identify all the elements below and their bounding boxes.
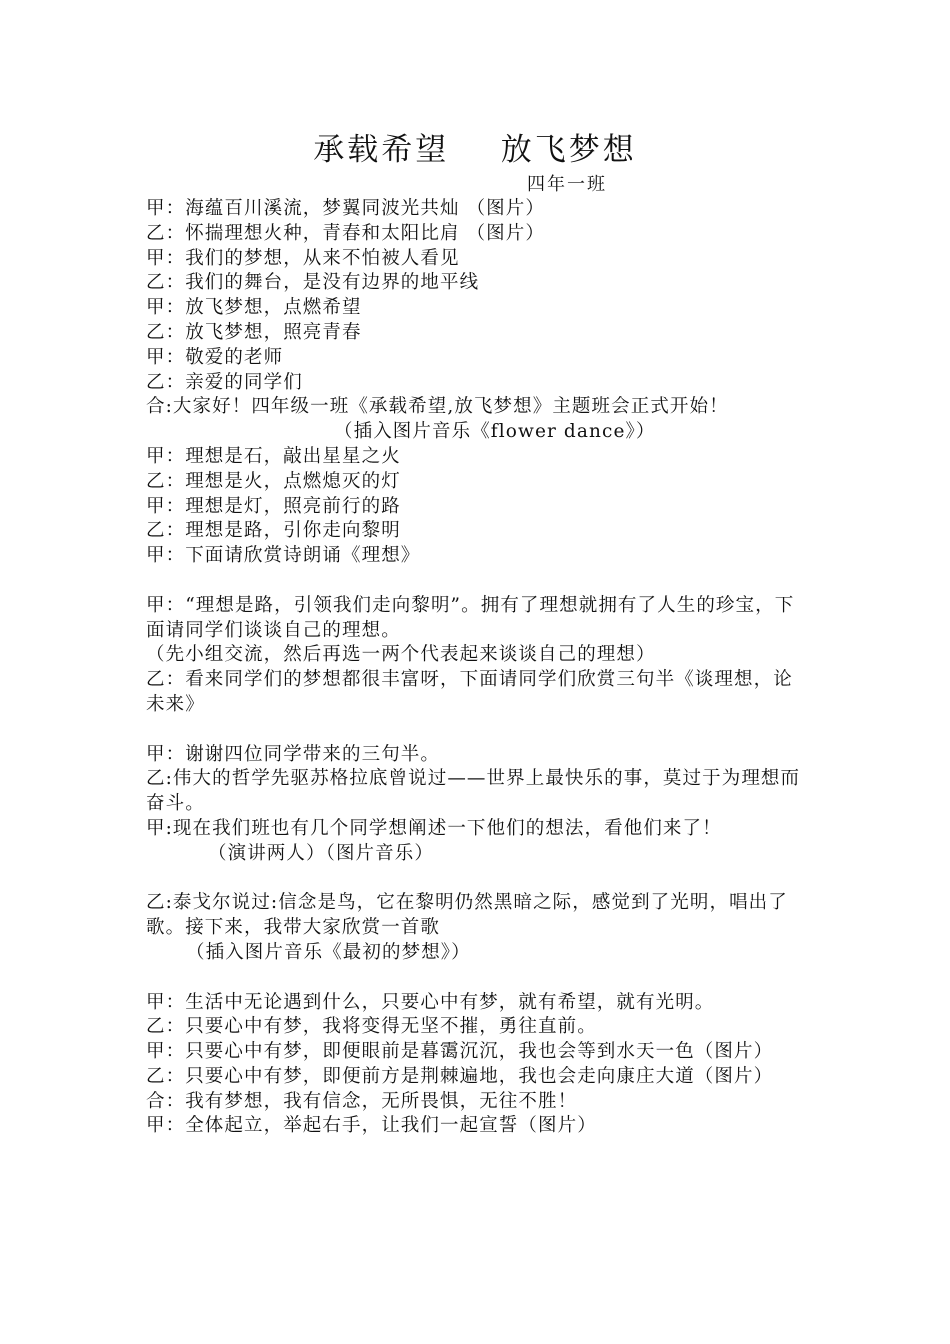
script-line: 甲：理想是灯，照亮前行的路 (146, 495, 401, 517)
script-line: 甲：全体起立，举起右手，让我们一起宣誓（图片） (146, 1115, 597, 1137)
script-line: 合:大家好！四年级一班《承载希望,放飞梦想》主题班会正式开始！ (146, 396, 729, 418)
document-title: 承载希望 放飞梦想 (313, 132, 637, 168)
blank-line (146, 966, 810, 991)
stage-direction: （先小组交流，然后再选一两个代表起来谈谈自己的理想） (146, 644, 656, 666)
script-line: 甲：放飞梦想，点燃希望 (146, 297, 362, 319)
script-line: 乙：我们的舞台，是没有边界的地平线 (146, 272, 480, 294)
script-line: 乙：理想是火，点燃熄灭的灯 (146, 470, 401, 492)
blank-line (146, 569, 810, 594)
script-line: 甲：“理想是路，引领我们走向黎明”。拥有了理想就拥有了人生的珍宝，下面请同学们谈谈自己的理想。 (146, 594, 795, 641)
script-line: 乙:泰戈尔说过:信念是鸟，它在黎明仍然黑暗之际，感觉到了光明，唱出了歌。接下来，我带大家欣赏一首歌 (146, 892, 788, 939)
script-line: 甲：谢谢四位同学带来的三句半。 (146, 743, 441, 765)
blank-line (146, 718, 810, 743)
stage-direction: （插入图片音乐《flower dance》） (334, 421, 656, 443)
stage-direction: （插入图片音乐《最初的梦想》） (186, 941, 471, 963)
script-line: 乙：怀揣理想火种，青春和太阳比肩 （图片） (146, 222, 545, 244)
script-line: 甲:现在我们班也有几个同学想阐述一下他们的想法，看他们来了！ (146, 817, 722, 839)
script-line: 乙：理想是路，引你走向黎明 (146, 520, 401, 542)
script-line: 乙：只要心中有梦，我将变得无坚不摧，勇往直前。 (146, 1016, 597, 1038)
script-line: 乙：亲爱的同学们 (146, 371, 303, 393)
blank-line (146, 867, 810, 892)
script-line: 乙：放飞梦想，照亮青春 (146, 321, 362, 343)
script-line: 合：我有梦想，我有信念，无所畏惧，无往不胜！ (146, 1090, 578, 1112)
script-line: 甲：我们的梦想，从来不怕被人看见 (146, 247, 460, 269)
script-line: 乙:伟大的哲学先驱苏格拉底曾说过——世界上最快乐的事，莫过于为理想而奋斗。 (146, 768, 801, 815)
script-line: 甲：敬爱的老师 (146, 346, 284, 368)
class-name: 四年一班 (527, 174, 607, 195)
script-line: 乙：看来同学们的梦想都很丰富呀，下面请同学们欣赏三句半《谈理想，论未来》 (146, 669, 793, 715)
script-line: 甲：海蕴百川溪流，梦翼同波光共灿 （图片） (146, 198, 545, 219)
script-line: 甲：只要心中有梦，即便眼前是暮霭沉沉，我也会等到水天一色（图片） (146, 1041, 774, 1063)
script-line: 甲：生活中无论遇到什么，只要心中有梦，就有希望，就有光明。 (146, 991, 715, 1013)
script-body (146, 197, 810, 1139)
script-line: 乙：只要心中有梦，即便前方是荆棘遍地，我也会走向康庄大道（图片） (146, 1065, 774, 1087)
script-line: 甲：下面请欣赏诗朗诵《理想》 (146, 545, 421, 567)
script-line: 甲：理想是石，敲出星星之火 (146, 445, 401, 467)
stage-direction: （演讲两人）（图片音乐） (208, 842, 434, 864)
